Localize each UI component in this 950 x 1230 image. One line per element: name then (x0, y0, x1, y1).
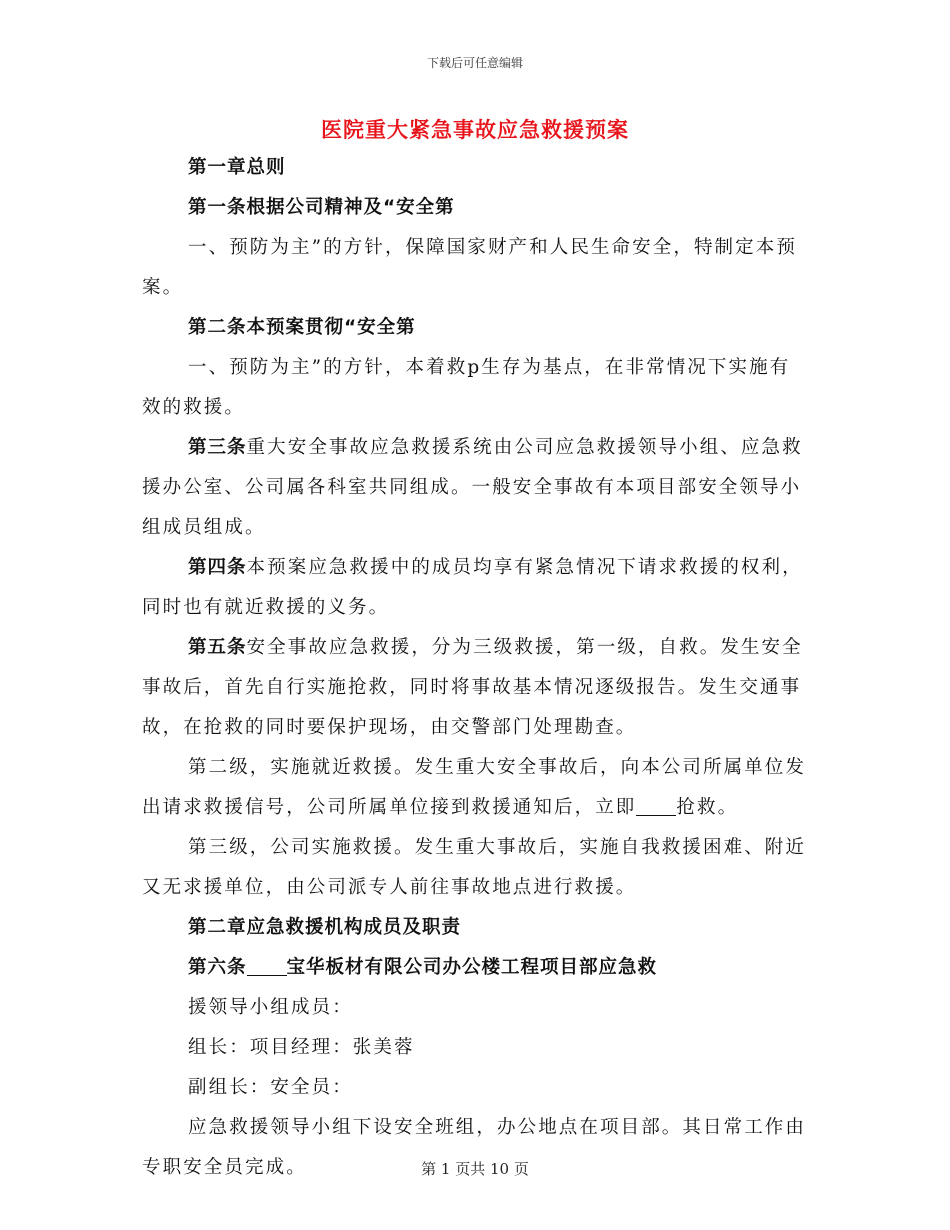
level-2-text: 第二级，实施就近救援。发生重大安全事故后，向本公司所属单位发出请求救援信号，公司所属单位接到救援通知后，立即 (142, 757, 807, 818)
article-4-label: 第四条 (188, 557, 247, 578)
document-body (142, 148, 807, 1188)
safety-team-text: 应急救援领导小组下设安全班组，办公地点在项目部。其日常工作由专职安全员完成。 (142, 1117, 807, 1178)
blank-line (636, 797, 676, 816)
article-5 (142, 628, 807, 748)
article-6-heading (142, 948, 807, 988)
article-3 (142, 428, 807, 548)
chapter-1-heading: 第一章总则 (188, 157, 286, 178)
article-5-text: 安全事故应急救援，分为三级救援，第一级，自救。发生安全事故后，首先自行实施抢救，同时将事故基本情况逐级报告。发生交通事故，在抢救的同时要保护现场，由交警部门处理勘查。 (142, 637, 803, 738)
article-4-text: 本预案应急救援中的成员均享有紧急情况下请求救援的权利，同时也有就近救援的义务。 (142, 557, 803, 618)
article-5-label: 第五条 (188, 637, 247, 658)
article-4 (142, 548, 807, 628)
document-title: 医院重大紧急事故应急救援预案 (321, 118, 629, 142)
deputy-leader-line: 副组长：安全员： (188, 1077, 353, 1098)
page-number: 第 1 页共 10 页 (421, 1160, 529, 1178)
level-2-tail: 抢救。 (676, 797, 739, 818)
article-2-text: 一、预防为主”的方针，本着救p生存为基点，在非常情况下实施有效的救援。 (142, 357, 791, 418)
article-3-text: 重大安全事故应急救援系统由公司应急救援领导小组、应急救援办公室、公司属各科室共同组成。一般安全事故有本项目部安全领导小组成员组成。 (142, 437, 803, 538)
level-2-rescue (142, 748, 807, 828)
article-1-text: 一、预防为主”的方针，保障国家财产和人民生命安全，特制定本预案。 (142, 237, 797, 298)
article-6-label: 第六条 (188, 957, 247, 978)
chapter-2-heading: 第二章应急救援机构成员及职责 (188, 917, 462, 938)
blank-line (247, 957, 287, 976)
header-note: 下载后可任意编辑 (426, 56, 523, 70)
level-3-rescue: 第三级，公司实施救援。发生重大事故后，实施自我救援困难、附近又无求援单位，由公司派专人前往事故地点进行救援。 (142, 837, 807, 898)
team-leader-line: 组长：项目经理：张美蓉 (188, 1037, 415, 1058)
article-2-heading: 第二条本预案贯彻“安全第 (188, 317, 416, 338)
article-6-text: 宝华板材有限公司办公楼工程项目部应急救 (286, 957, 658, 978)
article-3-label: 第三条 (188, 437, 247, 458)
team-members-line: 援领导小组成员： (188, 997, 353, 1018)
article-1-heading: 第一条根据公司精神及“安全第 (188, 197, 455, 218)
